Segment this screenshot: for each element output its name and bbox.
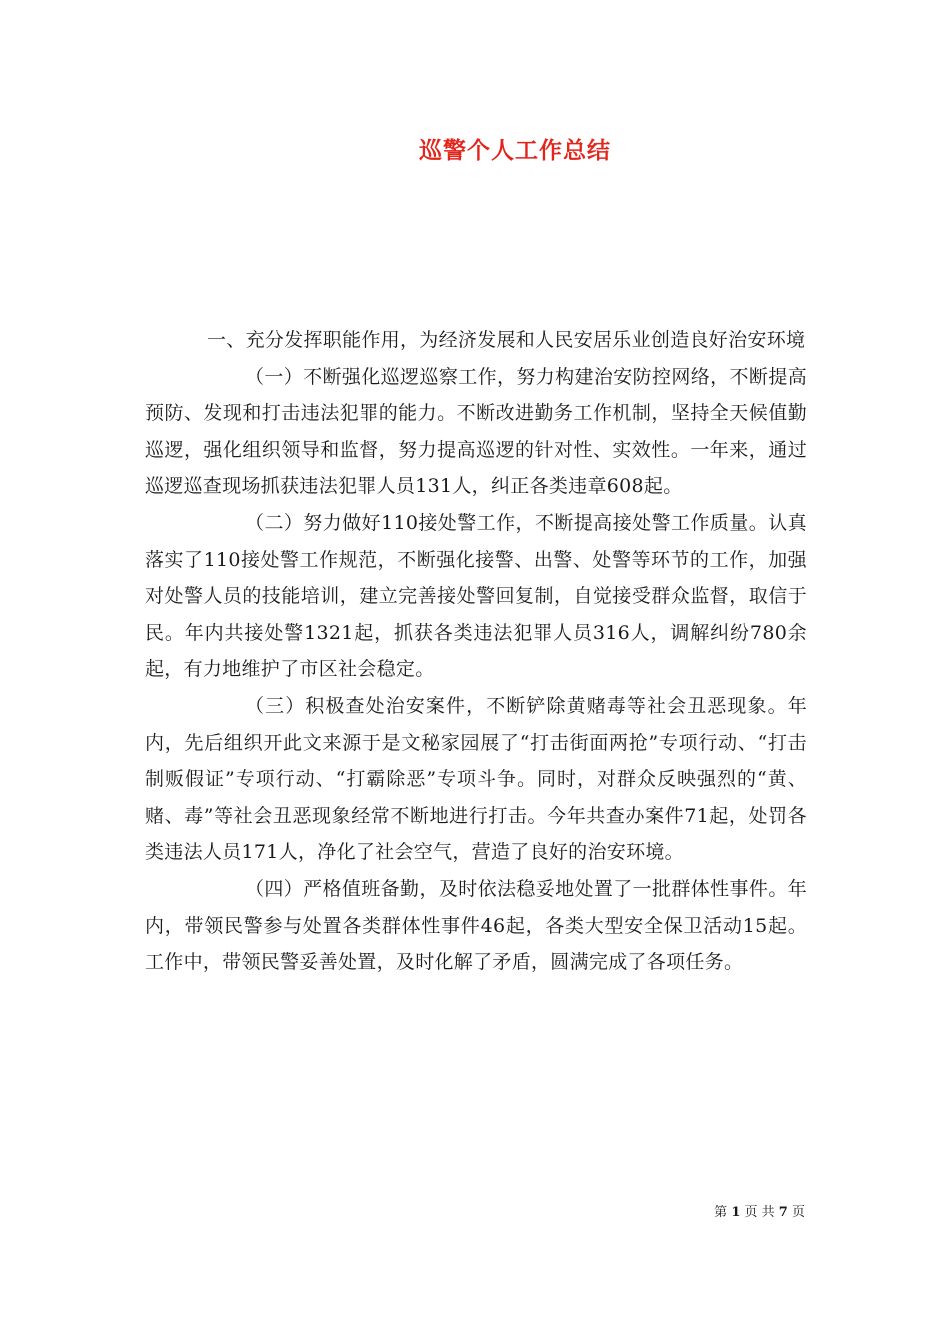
footer-middle: 页 共 [744,1205,775,1220]
paragraph: （一）不断强化巡逻巡察工作，努力构建治安防控网络，不断提高预防、发现和打击违法犯罪的能力。不断改进勤务工作机制，坚持全天候值勤巡逻，强化组织领导和监督，努力提高巡逻的针对性、实效性。一年来，通过巡逻巡查现场抓获违法犯罪人员131人，纠正各类违章608起。 [145,365,807,498]
footer-prefix: 第 [714,1205,728,1220]
section-heading: 一、充分发挥职能作用，为经济发展和人民安居乐业创造良好治安环境 [207,329,806,351]
paragraph: （二）努力做好110接处警工作，不断提高接处警工作质量。认真落实了110接处警工作规范，不断强化接警、出警、处警等环节的工作，加强对处警人员的技能培训，建立完善接处警回复制，自觉接受群众监督，取信于民。年内共接处警1321起，抓获各类违法犯罪人员316人，调解纠纷780余起，有力地维护了市区社会稳定。 [145,511,807,681]
footer-suffix: 页 [791,1205,805,1220]
document-title: 巡警个人工作总结 [419,138,611,164]
current-page-number: 1 [731,1205,741,1220]
total-pages-number: 7 [778,1205,788,1220]
document-body [145,322,807,981]
paragraph: （三）积极查处治安案件，不断铲除黄赌毒等社会丑恶现象。年内，先后组织开此文来源于是文秘家园展了“打击街面两抢”专项行动、“打击制贩假证”专项行动、“打霸除恶”专项斗争。同时，对群众反映强烈的“黄、赌、毒”等社会丑恶现象经常不断地进行打击。今年共查办案件71起，处罚各类违法人员171人，净化了社会空气，营造了良好的治安环境。 [145,694,807,864]
page-number-footer [714,1204,805,1222]
paragraph: （四）严格值班备勤，及时依法稳妥地处置了一批群体性事件。年内，带领民警参与处置各类群体性事件46起，各类大型安全保卫活动15起。工作中，带领民警妥善处置，及时化解了矛盾，圆满完成了各项任务。 [145,877,807,974]
